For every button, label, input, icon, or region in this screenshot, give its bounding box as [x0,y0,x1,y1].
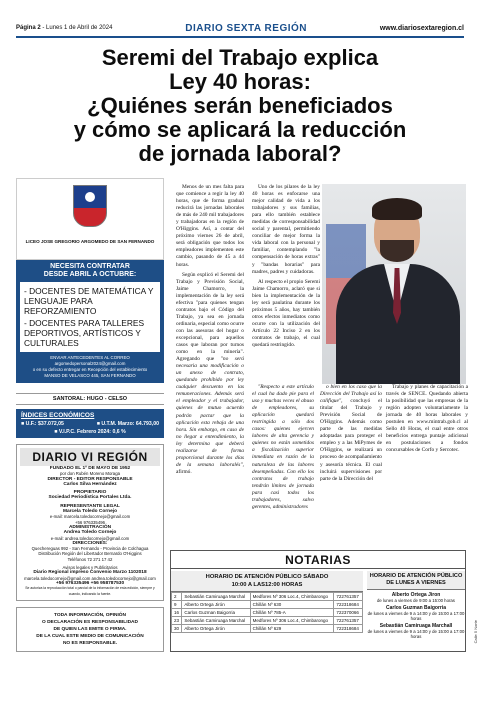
hiring-ad: NECESITA CONTRATAR DESDE ABRIL A OCTUBRE: - DOCENTES DE MATEMÁTICA Y LENGUAJE PARA REFORZAMIENTO - DOCENTES PARA TALLERES DEPORTIVOS, ARTÍSTICOS Y CULTURALES ENVIAR ANTECEDENTES AL CORREO argomedopersonal2024@gmail.com o en su defecto entregar en Recepción del establecimiento MANSO DE VELASCO 445, SAN FERNANDO [16,260,164,383]
side-label: Calle 5 Norte [473,620,478,644]
notaria-cell: Medfores Nº 306 Loc.4, Chimbarongo [250,593,334,601]
school-ad: LICEO JOSE GREGORIO ARGOMEDO DE SAN FERNANDO [16,178,164,260]
notaria-cell: 30 [172,625,182,633]
school-crest-icon [73,185,107,227]
notaria-row [172,625,363,633]
notaria-row [172,617,363,625]
seremi-photo [322,184,466,384]
newspaper-logo: DIARIO VI REGIÓN [20,448,160,466]
santoral: SANTORAL: HUGO - CELSO [16,393,164,405]
notaria-cell: 23 [172,617,182,625]
hire-item: - DOCENTES DE MATEMÁTICA Y LENGUAJE PARA REFORZAMIENTO [24,286,154,316]
hire-item: - DOCENTES PARA TALLERES DEPORTIVOS, ARTÍSTICOS Y CULTURALES [24,318,145,348]
notaria-row [172,593,363,601]
ipc-value: ■ V.I.P.C. Febrero 2024: 0,6 % [54,429,126,435]
headline: Seremi del Trabajo explica Ley 40 horas: ¿Quiénes serán beneficiados y cómo se aplicará la reducción de jornada laboral? [73,45,407,166]
page-number: Página 2 - Lunes 1 de Abril de 2024 [16,25,113,31]
responsibility-notice: TODA INFORMACIÓN, OPINIÓN O DECLARACIÓN ES RESPONSABILIDAD DE QUIEN LAS EMITE O FIRMA. DE LA CUAL ESTE MEDIO DE COMUNICACIÓN NO ES RESPONSABLE. [16,607,164,652]
notaria-row [172,601,363,609]
notaria-cell: 722370066 [334,609,363,617]
weekday-schedule: HORARIO DE ATENCIÓN PÚBLICO DE LUNES A VIERNES Alberto Ortega Jiron de lunes a viernes de 9:00 a 15:00 horas Carlos Guzman Baigorria de lunes a viernes de 9 a 14:00 y de 15:00 a 17:00 horas Sebastián Camiruaga Marchall de lunes a viernes de 9 a 14:00 y de 15:00 a 17:00 horas [367,573,465,639]
notaria-cell: 9 [172,601,182,609]
notaria-cell: Sebastián Camiruaga Marchal [182,593,250,601]
notaria-cell: 2 [172,593,182,601]
notaria-cell: Sebastián Camiruaga Marchal [182,617,250,625]
notaria-cell: Medfores Nº 306 Loc.4, Chimbarongo [250,617,334,625]
notaria-cell: Chillán Nº 785-A [250,609,334,617]
notaria-cell: 16 [172,609,182,617]
article-column-2: Uno de los pilares de la ley 40 horas es enfocarse una mejor calidad de vida a los trabajadores y sus familias, para ello también establece medidas de corresponsabilidad social y parental, permitiendo conciliar de mejor forma la vida laboral con la personal y familiar, contemplando "la compensación de horas extras" y "bandas horarias" para madres, padres y cuidadoras. Al respecto el propio Seremi Jaime Chamorro, aclaró que si bien la implementación de la ley será paulatina durante los próximos 5 años, hay también otros efectos inmediatos como ocurre con la utilización del Artículo 22 Inciso 2 en los contratos de trabajo, el cual quedará restringido. [252,184,320,349]
notaria-cell: 722761357 [334,593,363,601]
page-header [16,22,464,38]
notaria-cell: Carlos Guzman Baigorria [182,609,250,617]
left-sidebar [16,178,164,652]
notaria-cell: 722761357 [334,617,363,625]
article-column-4: Trabajo y planes de capacitación a través de SENCE. Quedando abierta la posibilidad que las empresas de la región adopten voluntariamente la jornada de 40 horas laborales y postulen en www.mintrab.gob.cl al Sello 40 Horas, el cual entre otros beneficios entrega puntaje adicional en postulaciones a fondos concursables de Corfo y Sercotec. [386,384,468,454]
notarias-box [170,550,466,652]
notaria-cell: 722318684 [334,625,363,633]
article-column-2-cont: "Respecto a este artículo el cual ha dado pie para el uso y muchas veces el abuso de empleadores, su aplicación quedará restringida a sólo dos casos: quienes ejercen labores de alta gerencia y quienes no están sometidos a fiscalización superior inmediata en razón de la naturaleza de las labores desempeñadas. Con ello los contratos de trabajo tendrán límites de jornada para casi todos los trabajadores, salvo gerentes, administradores [252,384,314,510]
saturday-schedule: HORARIO DE ATENCIÓN PÚBLICO SÁBADO 10:00 A LAS12:00 HORAS 2 Sebastián Camiruaga Marchal Medfores Nº 306 Loc.4, Chimbarongo 722761357 9 Alberto Ortega Jirón Chillán Nº 630 722318684 16 Carlos Guzman Baigorria Chillán Nº 785-A 722370066 23 Sebastián Camiruaga Marchal Medfores Nº 306 Loc.4, Chimbarongo 722761357 30 Alberto Ortega Jirón Chillán Nº 629 722318684 [171,571,363,633]
notaria-cell: Chillán Nº 629 [250,625,334,633]
notaria-cell: 722318684 [334,601,363,609]
uf-value: ■ U.F.: $37.072,05 [21,421,64,427]
notaria-cell: Alberto Ortega Jirón [182,601,250,609]
newspaper-brand: DIARIO SEXTA REGIÓN [185,22,307,34]
notaria-cell: Alberto Ortega Jirón [182,625,250,633]
notaria-cell: Chillán Nº 630 [250,601,334,609]
hire-email[interactable]: argomedopersonal2024@gmail.com [54,361,126,366]
website-link[interactable]: www.diariosextaregion.cl [379,24,464,32]
utm-value: ■ U.T.M. Marzo: 64.793,00 [96,421,159,427]
imprint-box: DIARIO VI REGIÓN FUNDADO EL 1º DE MAYO DE 1952 por don Rubén Moreno Moraga DIRECTOR - EDITOR RESPONSABLE Carlos Silva Hernández PROPIETARIO Sociedad Periodística Portales Ltda. REPRESENTANTE LEGAL Marcela Toledo Cornejo e-mail: marcela.toledocornejo@gmail.com +56 976335496 ADMINISTRACIÓN Andrea Toledo Cornejo e-mail: andrea.toledocornejo@gmail.com DIRECCIONES: Quechereguas 992 - San Fernando - Provincia de Colchagua Distribución Región del Libertador Bernardo O'Higgins Teléfonos 72 271 17 42 Avisos legales y Publicitarios Diario Regional impreso Convenio Marzo 1102018 marcela.toledocornejo@gmail.com andrea.toledocornejo@gmail.com +56 976335496 +56 958787530 Se autoriza la reproducción total o parcial de la información de esta edición, siempre y cuando, indicando la fuente. [16,444,164,601]
article-column-3: o bien en los caso que la Dirección del Trabajo así lo califique", concluyó el titular del Trabajo y Previsión Social de O'Higgins. Además como parte de las medidas adoptadas para proteger el empleo y a las MiPymes de O'Higgins, se realizará un proceso de acompañamiento y asesoría técnica. El cual incluirá supervisiones por parte de la Dirección del [320,384,382,482]
article-column-1: Menos de un mes falta para que comience a regir la ley 40 horas, que de forma gradual reducirá las jornadas laborales de más de 240 mil trabajadores y trabajadoras en la región de O'Higgins. Así, a contar del próximo viernes 26 de abril, será obligación que todos los empleadores implementen este cambio, pasando de 45 a 44 horas. Según explicó el Seremi del Trabajo y Previsión Social, Jaime Chamorro, la implementación de la ley será efectiva "para quienes tengan contratos bajo el Código del Trabajo, ya sea en jornada ordinaria, especial como ocurre con las asesoras del hogar o excepcional, para aquellos casos que laboran por turnos como en la minería". Agregando que "no será necesaria una modificación o un anexo de contrato, quedando prohibido por ley cualquier descuento en las remuneraciones. Además será el empleador y el trabajador, quienes de mutuo acuerdo podrán pactar que la aplicación esta rebaja de una hora. Sin embargo, en caso de no llegar a entendimiento, la ley determina que deberá realizarse de forma proporcional durante los días de la semana laboralés", afirmó. [176,184,244,475]
notaria-row [172,609,363,617]
economic-indices: ÍNDICES ECONÓMICOS ■ U.F.: $37.072,05 ■ U.T.M. Marzo: 64.793,00 ■ V.I.P.C. Febrero 2024: 0,6 % [16,409,164,438]
notarias-title: NOTARIAS [171,551,465,569]
